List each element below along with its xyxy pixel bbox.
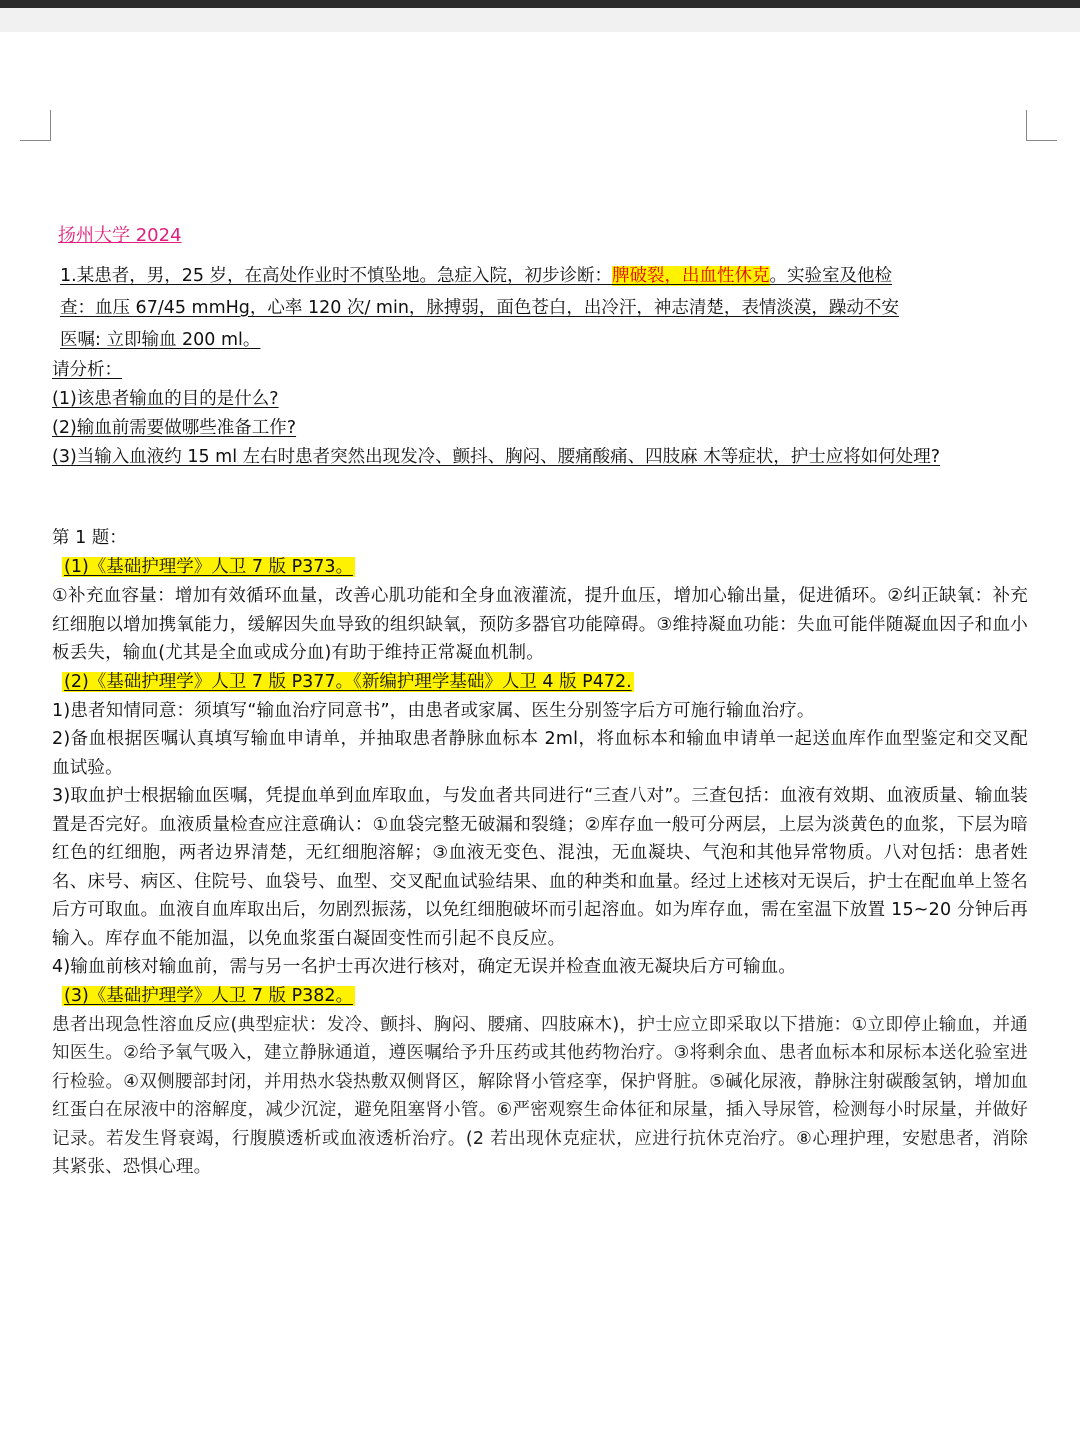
question-text (52, 260, 1028, 356)
crop-mark-top-left (20, 110, 51, 141)
top-toolbar-band (0, 8, 1080, 32)
question-line-3: 医嘱: 立即输血 200 ml。 (60, 330, 261, 350)
analysis-prompt: 请分析： (52, 360, 122, 380)
answer-part-3: 患者出现急性溶血反应(典型症状：发冷、颤抖、胸闷、腰痛、四肢麻木)，护士应立即采取以下措施：①立即停止输血，并通知医生。②给予氧气吸入，建立静脉通道，遵医嘱给予升压药或其他药物治疗。③将剩余血、患者血标本和尿标本送化验室进行检验。④双侧腰部封闭，并用热水袋热敷双侧肾区，解除肾小管痉挛，保护肾脏。⑤碱化尿液，静脉注射碳酸氢钠，增加血红蛋白在尿液中的溶解度，减少沉淀，避免阻塞肾小管。⑥严密观察生命体征和尿量，插入导尿管，检测每小时尿量，并做好记录。若发生肾衰竭，行腹膜透析或血液透析治疗。(2 若出现休克症状，应进行抗休克治疗。⑧心理护理，安慰患者，消除其紧张、恐惧心理。 (52, 1014, 1028, 1177)
reference-3: (3)《基础护理学》人卫 7 版 P382。 (64, 985, 354, 1006)
answer-part-1: ①补充血容量：增加有效循环血量，改善心肌功能和全身血液灌流，提升血压，增加心输出量，促进循环。②纠正缺氧：补充红细胞以增加携氧能力，缓解因失血导致的组织缺氧，预防多器官功能障碍。③维持凝血功能：失血可能伴随凝血因子和血小板丢失，输血(尤其是全血或成分血)有助于维持正常凝血机制。 (52, 586, 1028, 663)
document-body (52, 222, 1028, 1182)
answer-heading: 第 1 题： (52, 528, 127, 548)
prep-step-4: 4)输血前核对输血前，需与另一名护士再次进行核对，确定无误并检查血液无凝块后方可输血。 (52, 957, 797, 977)
ask-item-1: (1)该患者输血的目的是什么? (52, 389, 279, 409)
page-title: 扬州大学 2024 (58, 225, 182, 246)
prep-step-2: 2)备血根据医嘱认真填写输血申请单，并抽取患者静脉血标本 2ml，将血标本和输血申请单一起送血库作血型鉴定和交叉配血试验。 (52, 729, 1028, 778)
ask-item-2: (2)输血前需要做哪些准备工作? (52, 418, 297, 438)
ask-item-3: (3)当输入血液约 15 ml 左右时患者突然出现发冷、颤抖、胸闷、腰痛酸痛、四肢麻 木等症状，护士应将如何处理? (52, 447, 941, 467)
top-status-bar (0, 0, 1080, 8)
prep-step-3: 3)取血护士根据输血医嘱，凭提血单到血库取血，与发血者共同进行“三查八对”。三查包括：血液有效期、血液质量、输血装置是否完好。血液质量检查应注意确认：①血袋完整无破漏和裂缝；②库存血一般可分两层，上层为淡黄色的血浆，下层为暗红色的红细胞，两者边界清楚，无红细胞溶解；③血液无变色、混浊，无血凝块、气泡和其他异常物质。八对包括：患者姓名、床号、病区、住院号、血袋号、血型、交叉配血试验结果、血的种类和血量。经过上述核对无误后，护士在配血单上签名后方可取血。血液自血库取出后，勿剧烈振荡，以免红细胞破坏而引起溶血。如为库存血，需在室温下放置 15~20 分钟后再输入。库存血不能加温，以免血浆蛋白凝固变性而引起不良反应。 (52, 786, 1028, 949)
spacer (52, 472, 1028, 524)
diagnosis-highlight: 脾破裂，出血性休克 (612, 266, 770, 286)
prep-step-1: 1)患者知情同意：须填写“输血治疗同意书”，由患者或家属、医生分别签字后方可施行输血治疗。 (52, 700, 815, 721)
reference-2: (2)《基础护理学》人卫 7 版 P377。《新编护理学基础》人卫 4 版 P472. (64, 671, 632, 692)
question-line-1: 1.某患者，男，25 岁，在高处作业时不慎坠地。急症入院，初步诊断：脾破裂，出血性休克。实验室及他检 (60, 266, 893, 286)
reference-1: (1)《基础护理学》人卫 7 版 P373。 (64, 557, 354, 577)
question-line-2: 查：血压 67/45 mmHg，心率 120 次/ min，脉搏弱，面色苍白，出冷汗，神志清楚，表情淡漠，躁动不安 (60, 298, 899, 318)
crop-mark-top-right (1026, 110, 1057, 141)
